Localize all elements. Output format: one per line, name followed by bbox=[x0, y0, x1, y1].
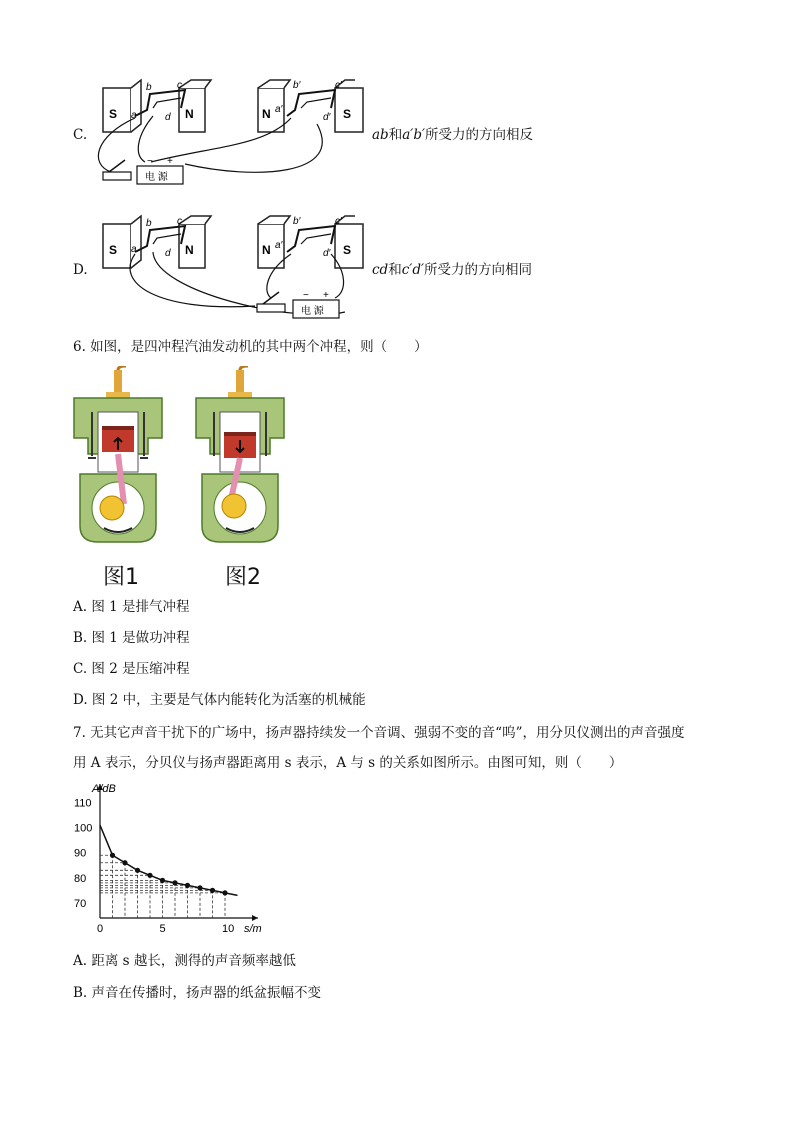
svg-text:a′: a′ bbox=[275, 240, 283, 251]
data-point bbox=[222, 890, 227, 895]
question-7-option-b: B. 声音在传播时，扬声器的纸盆振幅不变 bbox=[73, 985, 322, 1001]
magnet-n-label: N bbox=[185, 107, 194, 121]
data-point bbox=[147, 873, 152, 878]
svg-text:−: − bbox=[147, 156, 153, 167]
option-d-statement: cd和c′d′所受力的方向相同 bbox=[372, 262, 533, 278]
svg-text:N: N bbox=[262, 107, 271, 121]
data-point bbox=[110, 853, 115, 858]
sound-intensity-chart bbox=[68, 782, 268, 942]
svg-text:c: c bbox=[177, 216, 182, 227]
magnet-s-label: S bbox=[109, 107, 118, 121]
question-7-option-a: A. 距离 s 越长，测得的声音频率越低 bbox=[73, 953, 296, 969]
data-point bbox=[122, 860, 127, 865]
motor-circuit-figure-d bbox=[95, 212, 365, 330]
x-tick-label: 5 bbox=[159, 923, 166, 935]
question-6-option-d: D. 图 2 中，主要是气体内能转化为活塞的机械能 bbox=[73, 692, 366, 708]
figure-1-caption: 图1 bbox=[103, 565, 139, 590]
svg-text:b′: b′ bbox=[293, 216, 301, 227]
option-c-statement: ab和a′b′所受力的方向相反 bbox=[372, 127, 534, 143]
y-tick-label: 110 bbox=[74, 797, 92, 810]
option-c-letter: C. bbox=[73, 127, 88, 143]
svg-text:d′: d′ bbox=[323, 248, 331, 259]
question-6-stem: 6. 如图，是四冲程汽油发动机的其中两个冲程，则（ ） bbox=[73, 339, 428, 355]
y-tick-label: 90 bbox=[74, 847, 87, 860]
svg-text:d′: d′ bbox=[323, 112, 331, 123]
svg-text:S: S bbox=[343, 107, 352, 121]
engine-figures bbox=[68, 366, 308, 556]
figure-2-caption: 图2 bbox=[225, 565, 261, 590]
question-7-stem-line-2: 用 A 表示，分贝仪与扬声器距离用 s 表示，A 与 s 的关系如图所示。由图可知，则（ ） bbox=[73, 755, 623, 771]
svg-text:a: a bbox=[131, 110, 137, 121]
data-point bbox=[172, 880, 177, 885]
svg-text:S: S bbox=[343, 243, 352, 257]
svg-text:c′: c′ bbox=[335, 216, 342, 227]
svg-text:a′: a′ bbox=[275, 104, 283, 115]
battery-label: 电 源 bbox=[145, 172, 168, 183]
svg-text:b′: b′ bbox=[293, 80, 301, 91]
svg-text:b: b bbox=[146, 218, 152, 229]
svg-text:c: c bbox=[177, 80, 182, 91]
y-tick-label: 100 bbox=[74, 822, 93, 835]
svg-text:d: d bbox=[165, 248, 171, 259]
svg-text:d: d bbox=[165, 112, 171, 123]
svg-text:S: S bbox=[109, 243, 118, 257]
svg-text:+: + bbox=[323, 290, 329, 301]
chart-tick-labels bbox=[74, 798, 234, 935]
chart-curve bbox=[100, 825, 238, 895]
data-point bbox=[185, 883, 190, 888]
x-axis-arrow bbox=[252, 915, 258, 921]
data-point bbox=[160, 878, 165, 883]
x-tick-label: 10 bbox=[222, 923, 235, 935]
svg-text:+: + bbox=[167, 156, 173, 167]
svg-text:−: − bbox=[303, 290, 309, 301]
chart-y-label: A/dB bbox=[92, 783, 116, 795]
chart-dashed-guides bbox=[100, 855, 225, 918]
x-tick-label: 0 bbox=[97, 923, 104, 935]
question-6-option-b: B. 图 1 是做功冲程 bbox=[73, 630, 190, 646]
chart-points bbox=[110, 853, 228, 896]
svg-text:b: b bbox=[146, 82, 152, 93]
engine-figure-1 bbox=[74, 366, 162, 542]
y-tick-label: 70 bbox=[74, 897, 87, 910]
motor-circuit-figure-c bbox=[95, 76, 365, 194]
question-6-option-c: C. 图 2 是压缩冲程 bbox=[73, 661, 190, 677]
question-6-option-a: A. 图 1 是排气冲程 bbox=[73, 599, 190, 615]
svg-text:a: a bbox=[131, 244, 137, 255]
question-7-stem-line-1: 7. 无其它声音干扰下的广场中，扬声器持续发一个音调、强弱不变的音“呜”，用分贝仪测出的声音强度 bbox=[73, 725, 685, 741]
data-point bbox=[197, 885, 202, 890]
data-point bbox=[210, 888, 215, 893]
svg-text:N: N bbox=[185, 243, 194, 257]
option-d-letter: D. bbox=[73, 262, 88, 278]
svg-text:N: N bbox=[262, 243, 271, 257]
svg-text:电 源: 电 源 bbox=[301, 306, 324, 317]
data-point bbox=[135, 868, 140, 873]
y-tick-label: 80 bbox=[74, 872, 87, 885]
svg-text:c′: c′ bbox=[335, 80, 342, 91]
chart-axes bbox=[97, 784, 258, 921]
engine-figure-2 bbox=[196, 366, 284, 542]
chart-x-label: s/m bbox=[244, 923, 262, 935]
